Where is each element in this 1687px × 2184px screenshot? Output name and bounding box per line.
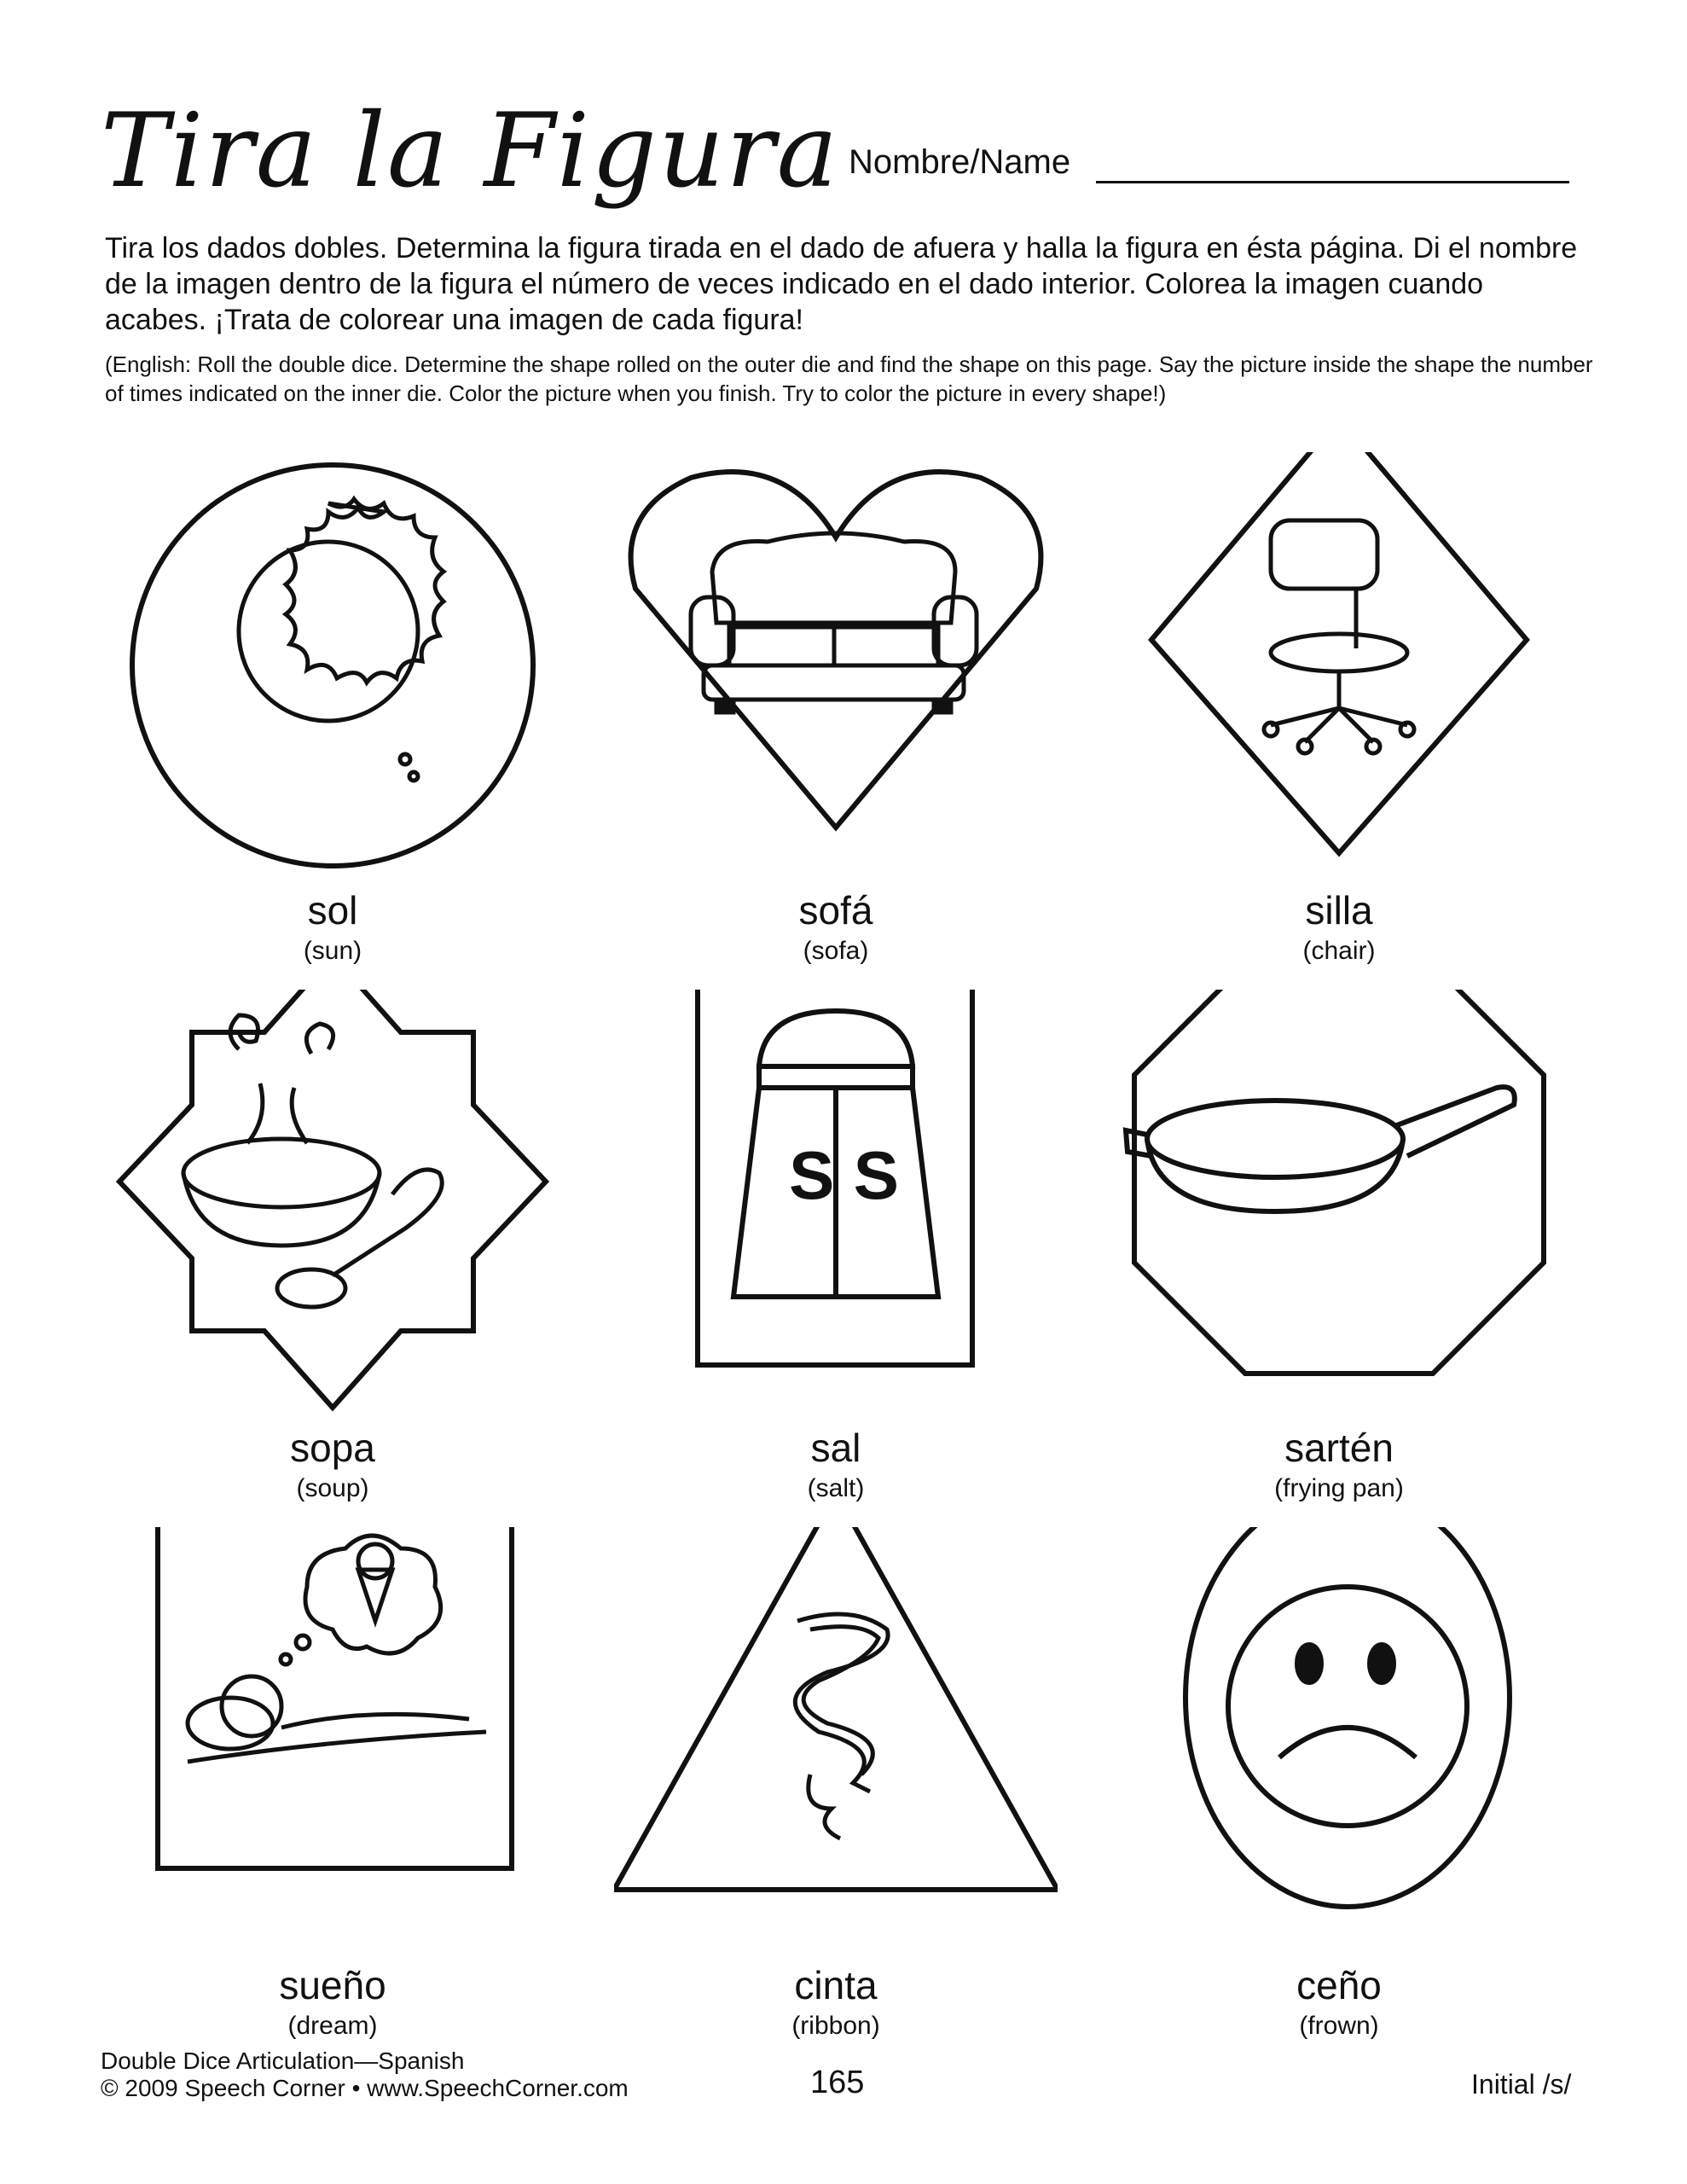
item-translation: (frown) — [1299, 2012, 1379, 2040]
item-word: ceño — [1296, 1963, 1382, 2007]
footer-copyright: © 2009 Speech Corner • www.SpeechCorner.com — [101, 2075, 629, 2101]
triangle-shape — [614, 1527, 1058, 1971]
item-silla — [1117, 452, 1561, 981]
salt-label-letters: S S — [789, 1137, 899, 1213]
item-sal — [614, 990, 1058, 1519]
item-sofa — [614, 452, 1058, 981]
frown-face-icon — [1228, 1587, 1467, 1826]
octagon-shape — [1117, 990, 1561, 1433]
instructions-english: (English: Roll the double dice. Determine the shape rolled on the outer die and find the shape on this page. Say the picture inside the shape the number of times indicated on the inner die. Color the picture when you finish. Try to color the picture in every shape!) — [105, 351, 1593, 406]
soup-icon — [183, 1015, 442, 1307]
item-word: sueño — [279, 1963, 386, 2007]
item-translation: (sun) — [303, 937, 362, 965]
frying-pan-icon — [1126, 1087, 1515, 1211]
dream-icon — [188, 1536, 486, 1762]
heart-shape — [614, 452, 1058, 896]
item-translation: (ribbon) — [791, 2012, 880, 2040]
item-word: sopa — [290, 1426, 375, 1470]
item-translation: (soup) — [296, 1474, 369, 1502]
item-sueno — [111, 1527, 554, 2056]
item-sol — [111, 452, 554, 981]
ribbon-icon — [795, 1614, 888, 1838]
target-sound: Initial /s/ — [1471, 2069, 1572, 2100]
sun-icon — [239, 499, 443, 781]
item-word: sal — [810, 1426, 861, 1470]
page-title: Tira la Figura — [101, 92, 840, 211]
salt-shaker-icon — [733, 1011, 938, 1297]
item-word: sol — [307, 888, 358, 932]
item-cinta — [614, 1527, 1058, 2056]
diamond-shape — [1117, 452, 1561, 896]
item-ceno — [1117, 1527, 1561, 2056]
item-word: silla — [1305, 888, 1373, 932]
item-word: sartén — [1284, 1426, 1394, 1470]
item-translation: (salt) — [807, 1474, 865, 1502]
star-shape — [111, 990, 554, 1433]
instructions-spanish: Tira los dados dobles. Determina la figura tirada en el dado de afuera y halla la figura en ésta página. Di el nombre de la imagen dentro de la figura el número de veces indicado en el dado interior. Colorea la imagen cuando acabes. ¡Trata de colorear una imagen de cada figura! — [105, 232, 1578, 336]
oval-shape — [1117, 1527, 1561, 1971]
circle-shape — [111, 452, 554, 896]
item-sarten — [1117, 990, 1561, 1519]
item-translation: (dream) — [287, 2012, 378, 2040]
rectangle-shape — [614, 990, 1058, 1433]
item-sopa — [111, 990, 554, 1519]
item-word: cinta — [794, 1963, 878, 2007]
footer-book-title: Double Dice Articulation—Spanish — [101, 2048, 465, 2074]
chair-icon — [1264, 520, 1414, 753]
item-word: sofá — [798, 888, 873, 932]
page-number: 165 — [810, 2065, 865, 2100]
item-translation: (sofa) — [803, 937, 869, 965]
sofa-icon — [691, 533, 977, 712]
name-input-line[interactable] — [1096, 181, 1569, 183]
item-translation: (chair) — [1302, 937, 1376, 965]
square-shape — [111, 1527, 554, 1971]
item-translation: (frying pan) — [1274, 1474, 1404, 1502]
name-label: Nombre/Name — [849, 143, 1071, 181]
